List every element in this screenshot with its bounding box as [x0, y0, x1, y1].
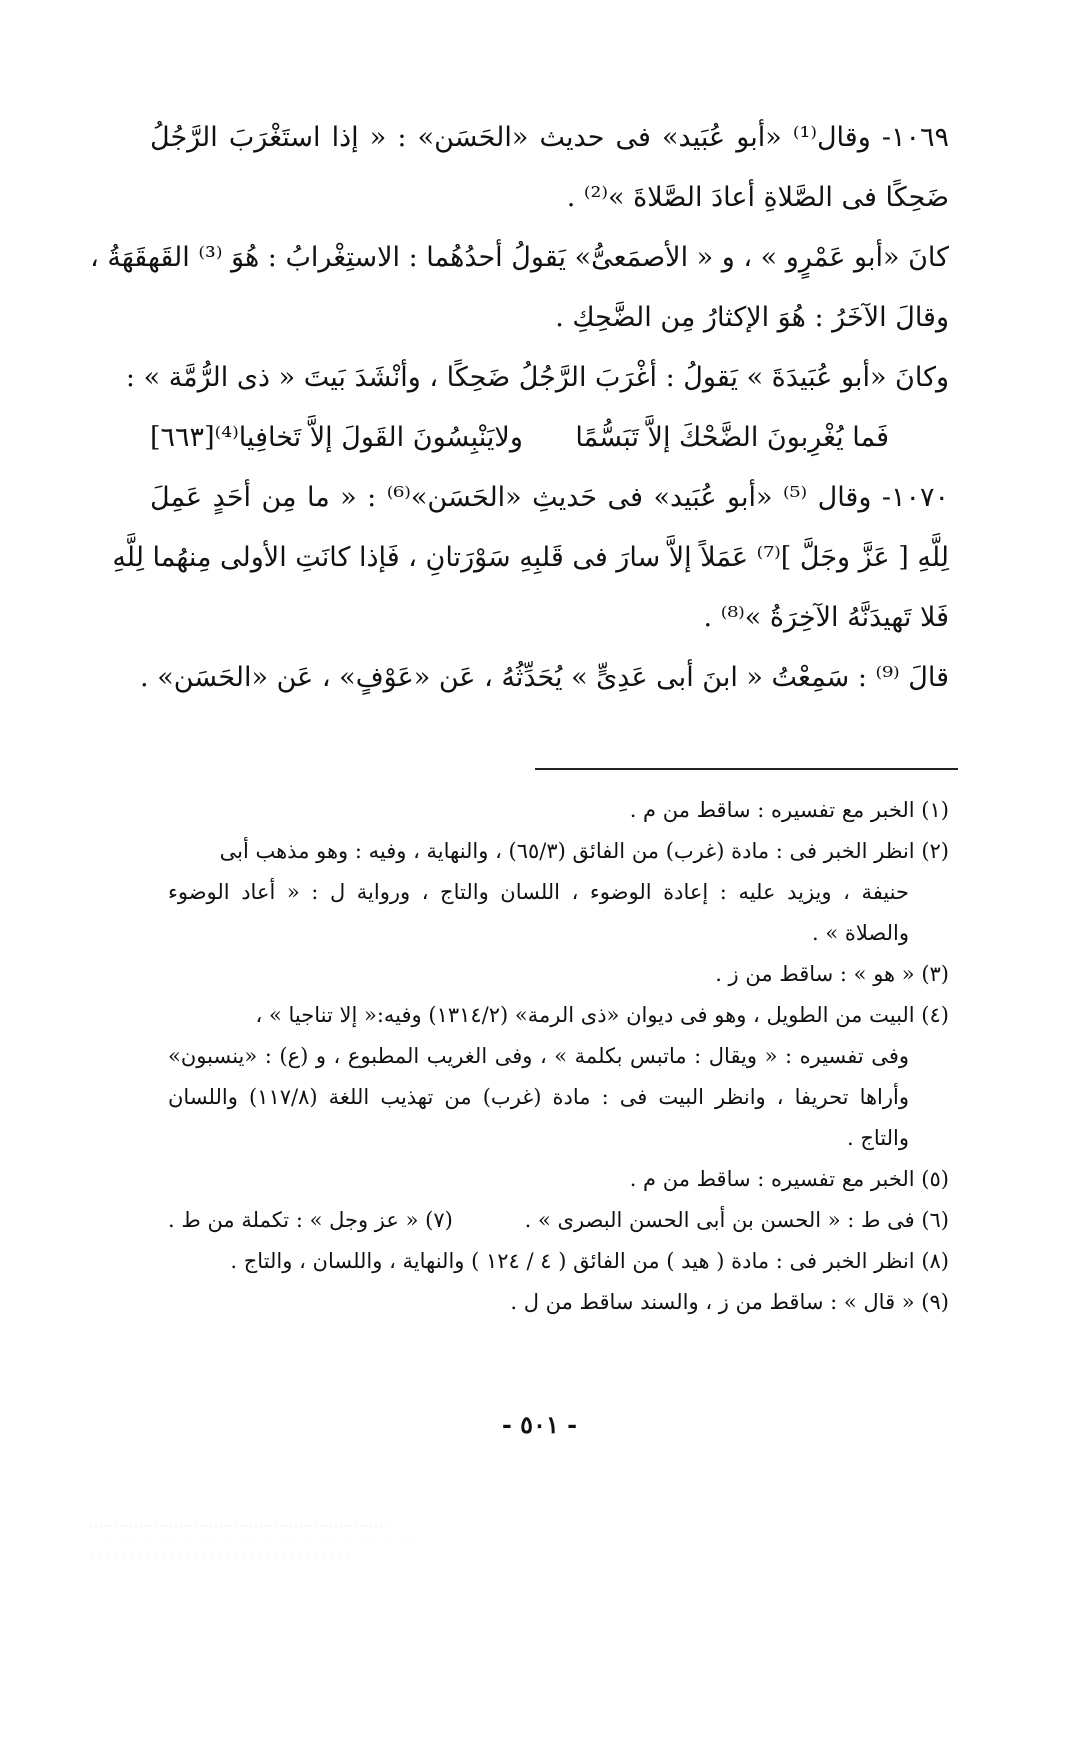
footnote-7: (٧) « عز وجل » : تكملة من ط .: [168, 1208, 453, 1232]
footnote-5: (٥) الخبر مع تفسيره : ساقط من م .: [629, 1167, 949, 1191]
footnotes: [168, 790, 949, 1323]
footnote-2-line-3: والصلاة » .: [812, 921, 909, 945]
footnote-2-line-1: (٢) انظر الخبر فى : مادة (غرب) من الفائق (٦٥/٣) ، والنهاية ، وفيه : وهو مذهب أبى: [219, 839, 949, 863]
footnote-1: (١) الخبر مع تفسيره : ساقط من م .: [629, 798, 949, 822]
page-number: - ٥٠١ -: [501, 1410, 578, 1439]
scan-noise: [90, 1520, 430, 1560]
footnote-6: (٦) فى ط : « الحسن بن أبى الحسن البصرى » .: [524, 1208, 949, 1232]
footnote-4-line-3: وأراها تحريفا ، وانظر البيت فى : مادة (غرب) من تهذيب اللغة (١١٧/٨) واللسان: [168, 1085, 909, 1109]
footnote-separator: [535, 768, 958, 770]
paragraph-1070-line-3: فَلا تَهيدَنَّهُ الآخِرَةُ »⁽⁸⁾ .: [703, 602, 949, 633]
paragraph-3-line-1: وكانَ «أبو عُبَيدَةَ » يَقولُ : أغْرَبَ الرَّجُلُ ضَحِكًا ، وأنْشَدَ بَيتَ « ذى الرُّمَّة » :: [125, 362, 949, 393]
paragraph-5-line-1: قالَ ⁽⁹⁾ : سَمِعْتُ « ابنَ أبى عَدِىٍّ » يُحَدِّثُهُ ، عَن «عَوْفٍ» ، عَن «الحَسَن» .: [140, 662, 949, 693]
footnote-2-line-2: حنيفة ، ويزيد عليه : إعادة الوضوء ، اللسان والتاج ، ورواية ل : « أعاد الوضوء: [168, 880, 909, 904]
main-text: [90, 108, 949, 708]
footnote-9: (٩) « قال » : ساقط من ز ، والسند ساقط من ل .: [510, 1290, 949, 1314]
paragraph-1070-line-2: لِلَّهِ [ عَزَّ وجَلَّ ]⁽⁷⁾ عَمَلاً إلاَّ سارَ فى قَلبِهِ سَوْرَتانِ ، فَإذا كانَتِ الأولى مِنهُما لِلَّهِ: [112, 542, 949, 573]
paragraph-1069-line-2: ضَحِكًا فى الصَّلاةِ أعادَ الصَّلاةَ »⁽²⁾ .: [566, 182, 949, 213]
paragraph-2-line-2: وقالَ الآخَرُ : هُوَ الإكثارُ مِن الضَّحِكِ .: [555, 302, 949, 333]
paragraph-1069-line-1: ١٠٦٩- وقال⁽¹⁾ «أبو عُبَيد» فى حديث «الحَسَن» : « إذا استَغْرَبَ الرَّجُلُ: [150, 122, 949, 153]
footnote-4-line-2: وفى تفسيره : « ويقال : ماتبس بكلمة » ، وفى الغريب المطبوع ، و (ع) : «ينسبون»: [168, 1044, 909, 1068]
verse-first-hemistich: فَما يُغْرِبونَ الضَّحْكَ إلاَّ تَبَسُّمًا: [575, 422, 889, 453]
footnotes-6-and-7: [168, 1200, 949, 1241]
verse-second-hemistich: ولايَنْبِسُونَ القَولَ إلاَّ تَخافِيا⁽⁴⁾[٦٦٣]: [150, 422, 523, 453]
footnote-3: (٣) « هو » : ساقط من ز .: [715, 962, 949, 986]
poetry-verse: [150, 408, 949, 468]
paragraph-1070-line-1: ١٠٧٠- وقال ⁽⁵⁾ «أبو عُبَيد» فى حَديثِ «الحَسَن»⁽⁶⁾ : « ما مِن أحَدٍ عَمِلَ: [150, 482, 949, 513]
footnote-4-line-4: والتاج .: [846, 1126, 909, 1150]
footnote-4-line-1: (٤) البيت من الطويل ، وهو فى ديوان «ذى الرمة» (١٣١٤/٢) وفيه:« إلا تناجيا » ،: [255, 1003, 949, 1027]
paragraph-2-line-1: كانَ «أبو عَمْرٍو » ، و « الأصمَعىُّ» يَقولُ أحدُهُما : الاستِغْرابُ : هُوَ ⁽³⁾ القَهقَهَةُ ،: [90, 242, 949, 273]
footnote-8: (٨) انظر الخبر فى : مادة ( هيد ) من الفائق ( ٤ / ١٢٤ ) والنهاية ، واللسان ، والتاج .: [230, 1249, 949, 1273]
